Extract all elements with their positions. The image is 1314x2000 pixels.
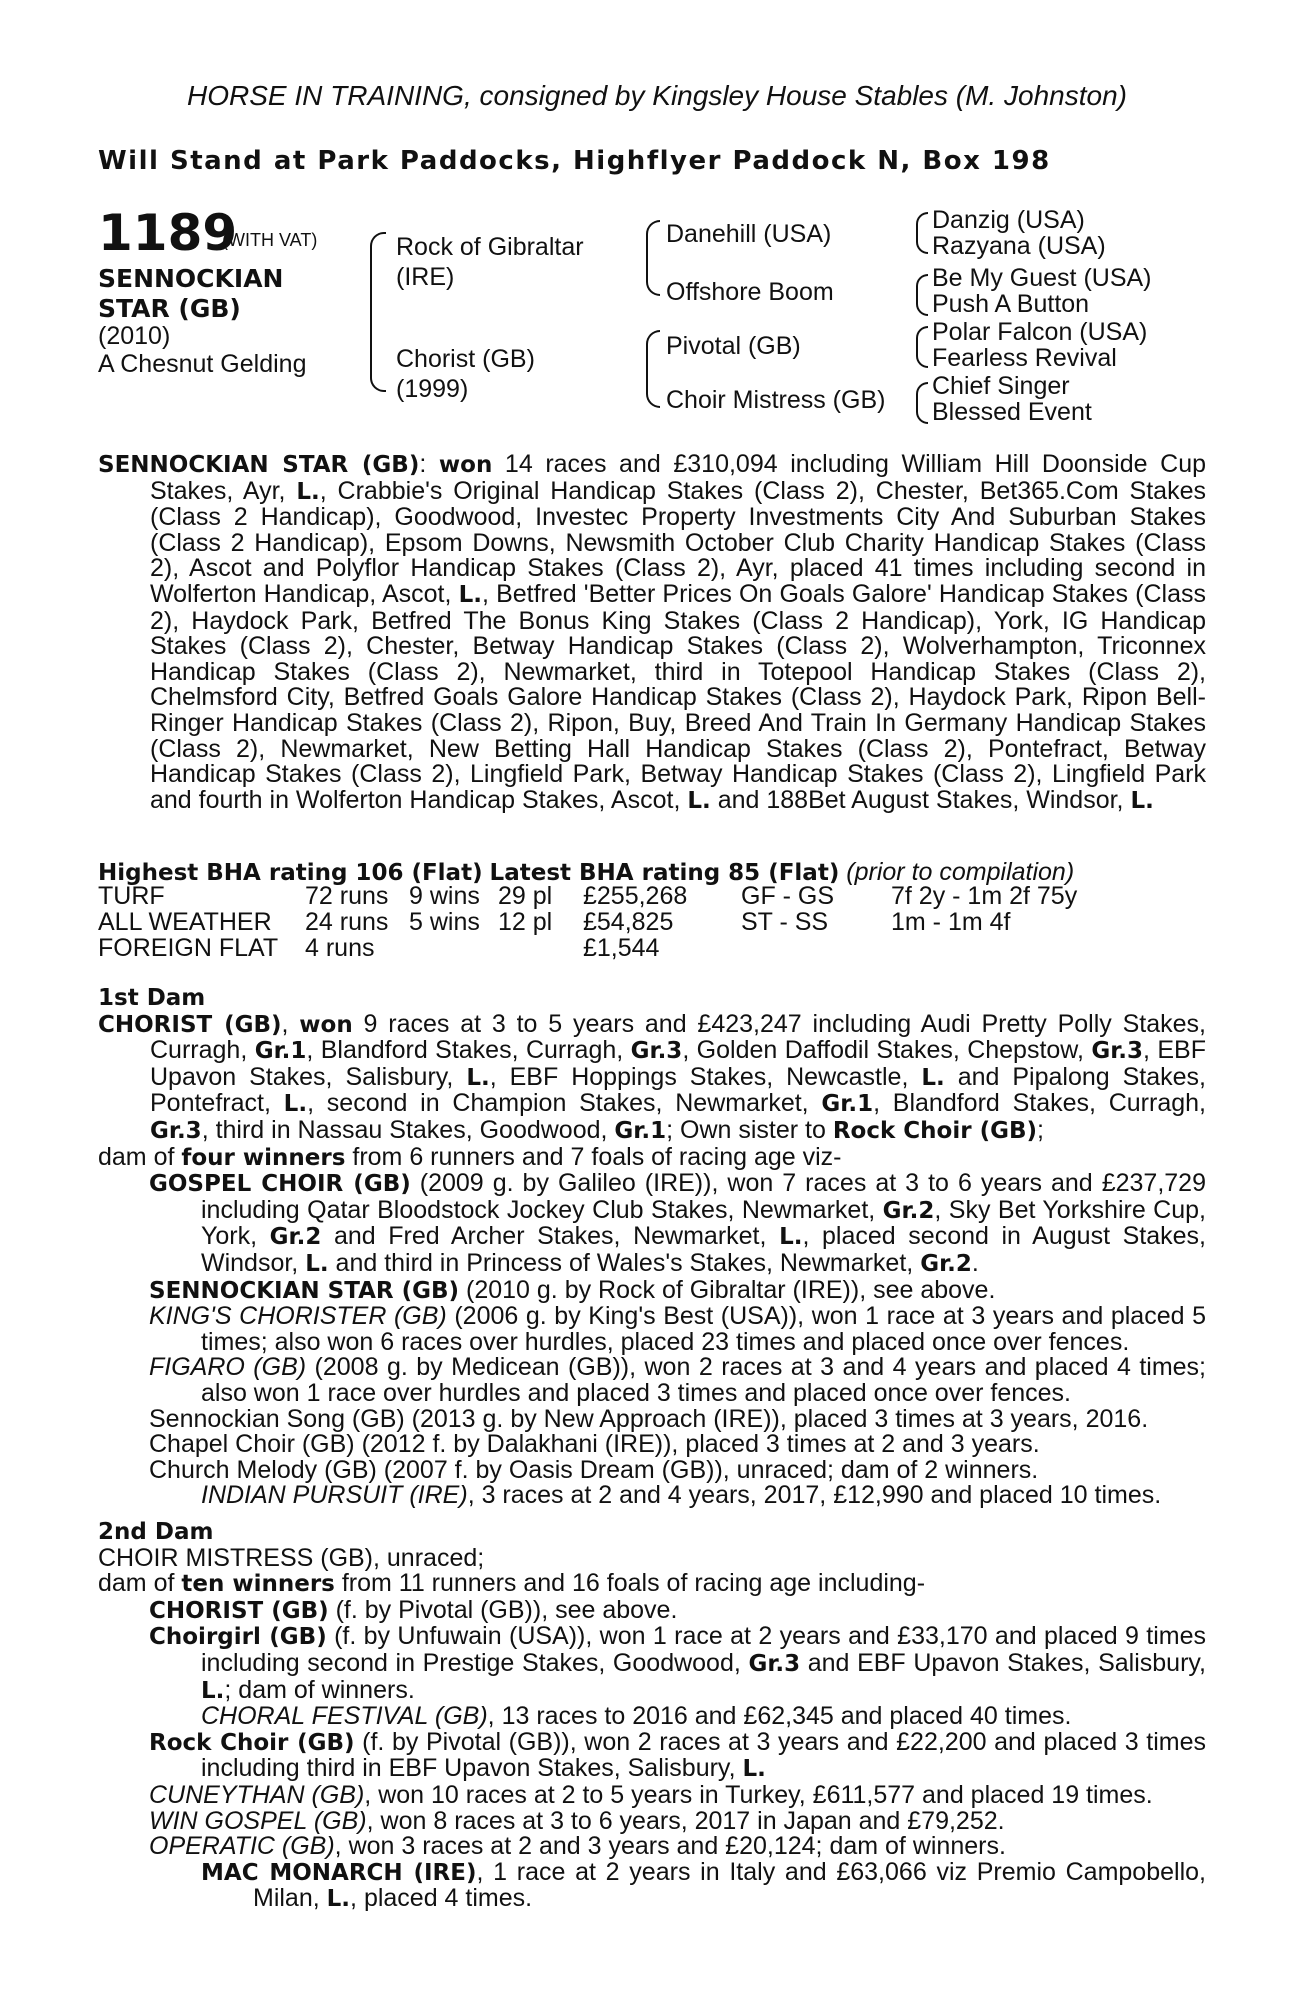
- dam-text: ;: [1037, 1115, 1044, 1144]
- second-dam-line: CHOIR MISTRESS (GB), unraced;: [98, 1543, 485, 1572]
- surface-cell: FOREIGN FLAT: [98, 933, 279, 962]
- horse-description: A Chesnut Gelding: [98, 350, 307, 378]
- surface-cell: TURF: [98, 882, 165, 910]
- produce-rock-choir: [98, 1727, 1206, 1783]
- grade: Gr.3: [150, 1117, 202, 1144]
- produce-win-gospel: [98, 1806, 1206, 1835]
- produce-text: and Fred Archer Stakes, Newmarket,: [321, 1222, 780, 1251]
- produce-name: CUNEYTHAN (GB): [149, 1780, 365, 1809]
- dam-of-line: [98, 1571, 1206, 1598]
- second-dam-section: [98, 1520, 1206, 1913]
- record-text: 14 races and £310,094 including William Hill Doonside Cup Stakes, Ayr,: [150, 450, 1206, 505]
- produce-name: OPERATIC (GB): [149, 1832, 335, 1861]
- stand-location: Will Stand at Park Paddocks, Highflyer Paddock N, Box 198: [98, 146, 1051, 176]
- dam-name: Chorist (GB): [396, 345, 535, 373]
- placed-cell: 12 pl: [498, 907, 553, 936]
- dam-text: , Blandford Stakes, Curragh,: [306, 1036, 631, 1065]
- produce-indian-pursuit: [98, 1483, 1206, 1509]
- produce-text: , won 3 races at 2 and 3 years and £20,124; dam of winners.: [334, 1832, 1006, 1861]
- pedigree-dam-dam: Choir Mistress (GB): [666, 386, 886, 414]
- record-text: and 188Bet August Stakes, Windsor,: [710, 785, 1131, 814]
- dam-text: , second in Champion Stakes, Newmarket,: [307, 1089, 822, 1118]
- own-sister: Rock Choir (GB): [832, 1117, 1037, 1144]
- horse-info: [98, 322, 306, 378]
- dam-text: 9 races at 3 to 5 years and £423,247 including Audi Pretty Polly Stakes, Curragh,: [150, 1009, 1206, 1065]
- pedigree-brace-ds: [916, 326, 928, 368]
- pedigree-brace-main: [370, 232, 386, 392]
- record-horse-name: SENNOCKIAN STAR (GB): [98, 452, 420, 478]
- produce-church-melody: Church Melody (GB) (2007 f. by Oasis Dream (GB)), unraced; dam of 2 winners.: [149, 1455, 1039, 1484]
- highest-rating: Highest BHA rating 106 (Flat): [98, 860, 483, 886]
- grade: Gr.3: [748, 1650, 801, 1677]
- dam-year: (1999): [396, 375, 469, 403]
- produce-text: , placed second in August Stakes, Windsor,: [201, 1222, 1206, 1277]
- placed-cell: 29 pl: [498, 882, 553, 910]
- produce-text: ; dam of winners.: [224, 1675, 415, 1704]
- pedigree-dsd: Fearless Revival: [932, 344, 1117, 372]
- race-record: [98, 452, 1206, 814]
- produce-operatic: [98, 1834, 1206, 1860]
- pedigree-ddd: Blessed Event: [932, 398, 1092, 426]
- produce-text: , 1 race at 2 years in Italy and £63,066 viz Premio Campobello, Milan,: [253, 1857, 1206, 1913]
- grade: Gr.2: [882, 1197, 935, 1224]
- pedigree-ssd: Razyana (USA): [932, 232, 1106, 260]
- runs-cell: 72 runs: [305, 882, 389, 910]
- dam-text: , EBF Hoppings Stakes, Newcastle,: [489, 1062, 922, 1091]
- record-won: won: [438, 452, 493, 478]
- produce-text: , won 8 races at 3 to 6 years, 2017 in Japan and £79,252.: [366, 1806, 1005, 1835]
- pedigree-dam-sire: Pivotal (GB): [666, 332, 801, 360]
- grade: L.: [305, 1250, 329, 1277]
- dam-of-text: from 11 runners and 16 foals of racing age including-: [334, 1569, 926, 1598]
- pedigree-sire: [396, 232, 584, 292]
- wins-cell: 5 wins: [409, 907, 480, 936]
- wins-cell: 9 wins: [409, 882, 480, 910]
- produce-gospel-choir: [98, 1171, 1206, 1277]
- dam-of-line: [98, 1142, 1206, 1172]
- dam-text: , Blandford Stakes, Curragh,: [873, 1089, 1206, 1118]
- produce-text: (f. by Pivotal (GB)), won 2 races at 3 years and £22,200 and placed 3 times including third in EBF Upavon Stakes, Salisbury,: [201, 1727, 1206, 1783]
- produce-name: GOSPEL CHOIR (GB): [149, 1171, 411, 1198]
- record-colon: :: [419, 450, 427, 478]
- runs-cell: 24 runs: [305, 907, 389, 936]
- produce-text: (f. by Unfuwain (USA)), won 1 race at 2 years and £33,170 and placed 9 times including second in Prestige Stakes, Goodwood,: [201, 1622, 1207, 1677]
- produce-chorist: [98, 1595, 1206, 1625]
- pedigree-sire-sire: Danehill (USA): [666, 220, 832, 248]
- produce-name: KING'S CHORISTER (GB): [149, 1302, 447, 1331]
- produce-name: MAC MONARCH (IRE): [201, 1859, 477, 1886]
- first-dam-record: CHORIST (GB), won 9 races at 3 to 5 years and £423,247 including Audi Pretty Polly Stakes, Curragh, Gr.1, Blandford Stakes, Curragh, Gr.3, Golden Daffodil Stakes, Chepstow, Gr.3, EBF Upavon Stakes, Salisbury, L., EBF Hoppings Stakes, Newcastle, L. and Pipalong Stakes, Pontefract, L., second in Champion Stakes, Newmarket, Gr.1, Blandford Stakes, Curragh, Gr.3, third in Nassau Stakes, Goodwood, Gr.1; Own sister to Rock Choir (GB);: [98, 1009, 1207, 1144]
- dam-name: CHORIST (GB): [98, 1011, 282, 1038]
- pedigree-sdd: Push A Button: [932, 290, 1090, 318]
- horse-name-line1: SENNOCKIAN: [98, 264, 284, 293]
- dam-text: , Golden Daffodil Stakes, Chepstow,: [682, 1036, 1092, 1065]
- latest-rating: Latest BHA rating 85 (Flat): [489, 860, 840, 886]
- produce-name: SENNOCKIAN STAR (GB): [149, 1277, 460, 1304]
- produce-text: (2010 g. by Rock of Gibraltar (IRE)), see above.: [459, 1275, 996, 1304]
- grade: L.: [466, 1064, 490, 1091]
- page-heading: HORSE IN TRAINING, consigned by Kingsley House Stables (M. Johnston): [187, 80, 1127, 111]
- record-listed: L.: [687, 787, 711, 814]
- distance-cell: 1m - 1m 4f: [891, 907, 1011, 936]
- grade: Gr.1: [821, 1091, 874, 1118]
- record-text: , Betfred 'Better Prices On Goals Galore' Handicap Stakes (Class 2), Haydock Park, Betfred The Bonus King Stakes (Class 2 Handicap), York, IG Handicap Stakes (Class 2), Chester, Betway Handicap Stakes (Class 2), Wolverhampton, Triconnex Handicap Stakes (Class 2), Newmarket, third in Totepool Handicap Stakes (Class 2), Chelmsford City, Betfred Goals Galore Handicap Stakes (Class 2), Haydock Park, Ripon Bell-Ringer Handicap Stakes (Class 2), Ripon, Buy, Breed And Train In Germany Handicap Stakes (Class 2), Newmarket, New Betting Hall Handicap Stakes (Class 2), Pontefract, Betway Handicap Stakes (Class 2), Lingfield Park, Betway Handicap Stakes (Class 2), Lingfield Park and fourth in Wolferton Handicap Stakes, Ascot,: [150, 579, 1206, 814]
- pedigree-brace-dam: [646, 330, 660, 408]
- produce-choirgirl: [98, 1624, 1206, 1704]
- produce-text: , placed 4 times.: [350, 1884, 533, 1913]
- record-text: , Crabbie's Original Handicap Stakes (Class 2), Chester, Bet365.Com Stakes (Class 2 Handicap), Goodwood, Investec Property Investments City And Suburban Stakes (Class 2 Handicap), Epsom Downs, Newsmith October Club Charity Handicap Stakes (Class 2), Ascot and Polyflor Handicap Stakes (Class 2), Ayr, placed 41 times including second in Wolferton Handicap, Ascot,: [150, 476, 1206, 608]
- pedigree-dss: Polar Falcon (USA): [932, 318, 1148, 346]
- vat-note: (WITH VAT): [222, 230, 318, 250]
- pedigree-brace-dd: [916, 382, 928, 424]
- runs-cell: 4 runs: [305, 933, 375, 962]
- grade: Gr.2: [269, 1224, 322, 1251]
- prize-cell: £255,268: [583, 882, 688, 910]
- pedigree-brace-ss: [916, 212, 928, 254]
- horse-name-line2: STAR (GB): [98, 294, 241, 323]
- produce-text: , 3 races at 2 and 4 years, 2017, £12,990 and placed 10 times.: [467, 1481, 1162, 1510]
- grade: L.: [326, 1886, 351, 1913]
- produce-kings-chorister: [98, 1304, 1206, 1355]
- dam-of-text: dam of: [98, 1142, 182, 1171]
- produce-name: Rock Choir (GB): [149, 1729, 355, 1756]
- dam-text: , EBF Upavon Stakes, Salisbury,: [150, 1036, 1207, 1091]
- going-cell: GF - GS: [741, 882, 835, 910]
- produce-figaro: [98, 1355, 1206, 1406]
- pedigree-sds: Be My Guest (USA): [932, 264, 1152, 292]
- produce-text: .: [971, 1248, 979, 1277]
- grade: L.: [779, 1224, 803, 1251]
- going-cell: ST - SS: [741, 907, 829, 936]
- produce-text: , 13 races to 2016 and £62,345 and placed 40 times.: [487, 1702, 1072, 1731]
- grade: L.: [921, 1064, 945, 1091]
- horse-name: [98, 264, 283, 324]
- pedigree-sire-dam: Offshore Boom: [666, 278, 834, 306]
- dam-of-text: dam of: [98, 1569, 182, 1598]
- dam-of-text: from 6 runners and 7 foals of racing age viz-: [345, 1142, 842, 1171]
- produce-text: and EBF Upavon Stakes, Salisbury,: [800, 1648, 1207, 1677]
- grade: Gr.3: [1091, 1038, 1144, 1065]
- produce-text: , won 10 races at 2 to 5 years in Turkey, £611,577 and placed 19 times.: [364, 1780, 1153, 1809]
- race-record-paragraph: [98, 452, 1206, 814]
- prize-cell: £54,825: [583, 907, 674, 936]
- produce-mac-monarch: [98, 1857, 1206, 1913]
- produce-name: Choirgirl (GB): [149, 1624, 327, 1651]
- pedigree-dds: Chief Singer: [932, 372, 1070, 400]
- produce-cuneythan: [98, 1780, 1206, 1809]
- produce-text: (f. by Pivotal (GB)), see above.: [328, 1595, 678, 1624]
- pedigree-sss: Danzig (USA): [932, 206, 1085, 234]
- dam-text: ; Own sister to: [666, 1115, 833, 1144]
- produce-sennockian-star: [98, 1275, 1206, 1305]
- distance-cell: 7f 2y - 1m 2f 75y: [891, 882, 1078, 910]
- surface-cell: ALL WEATHER: [98, 907, 272, 936]
- foaling-year: (2010): [98, 322, 171, 350]
- first-dam-heading: 1st Dam: [98, 985, 206, 1011]
- pedigree-brace-sd: [916, 274, 928, 316]
- produce-name: CHORIST (GB): [149, 1597, 329, 1624]
- grade: Gr.1: [614, 1117, 667, 1144]
- produce-chapel-choir: Chapel Choir (GB) (2012 f. by Dalakhani (IRE)), placed 3 times at 2 and 3 years.: [149, 1430, 1040, 1459]
- grade: L.: [283, 1091, 308, 1118]
- record-listed: L.: [296, 478, 320, 505]
- rating-note: (prior to compilation): [846, 858, 1075, 886]
- dam-text: , third in Nassau Stakes, Goodwood,: [201, 1115, 615, 1144]
- prize-cell: £1,544: [583, 933, 660, 962]
- record-listed: L.: [458, 581, 482, 608]
- grade: L.: [742, 1756, 766, 1783]
- produce-text: (2008 g. by Medicean (GB)), won 2 races at 3 and 4 years and placed 4 times; also won 1 race over hurdles and placed 3 times and placed once over fences.: [201, 1353, 1206, 1407]
- produce-text: (2006 g. by King's Best (USA)), won 1 race at 3 years and placed 5 times; also won 6 races over hurdles, placed 23 times and placed once over fences.: [201, 1302, 1206, 1356]
- grade: Gr.2: [920, 1250, 972, 1277]
- pedigree-brace-sire: [646, 220, 660, 296]
- dam-text: and Pipalong Stakes, Pontefract,: [150, 1062, 1207, 1118]
- produce-text: (2009 g. by Galileo (IRE)), won 7 races at 3 to 6 years and £237,729 including Qatar Bloodstock Jockey Club Stakes, Newmarket,: [201, 1169, 1206, 1224]
- produce-name: CHORAL FESTIVAL (GB): [201, 1702, 488, 1731]
- produce-sennockian-song: Sennockian Song (GB) (2013 g. by New Approach (IRE)), placed 3 times at 3 years, 2016.: [149, 1404, 1149, 1433]
- produce-text: , Sky Bet Yorkshire Cup, York,: [201, 1195, 1206, 1251]
- winners-count: ten winners: [181, 1571, 335, 1598]
- sire-name: Rock of Gibraltar: [396, 233, 584, 261]
- produce-choral-festival: [98, 1704, 1206, 1730]
- winners-count: four winners: [181, 1144, 346, 1171]
- produce-text: and third in Princess of Wales's Stakes, Newmarket,: [328, 1248, 921, 1277]
- pedigree-dam: [396, 344, 535, 404]
- dam-won: won: [299, 1011, 353, 1038]
- produce-name: INDIAN PURSUIT (IRE): [201, 1481, 468, 1510]
- first-dam-section: [98, 986, 1206, 1509]
- record-listed: L.: [1130, 787, 1154, 814]
- second-dam-heading: 2nd Dam: [98, 1519, 214, 1545]
- grade: Gr.1: [254, 1038, 307, 1065]
- grade: L.: [201, 1677, 225, 1704]
- produce-name: WIN GOSPEL (GB): [149, 1806, 367, 1835]
- lot-number: 1189: [98, 204, 238, 262]
- grade: Gr.3: [630, 1038, 683, 1065]
- sire-country: (IRE): [396, 263, 455, 291]
- produce-name: FIGARO (GB): [149, 1353, 307, 1382]
